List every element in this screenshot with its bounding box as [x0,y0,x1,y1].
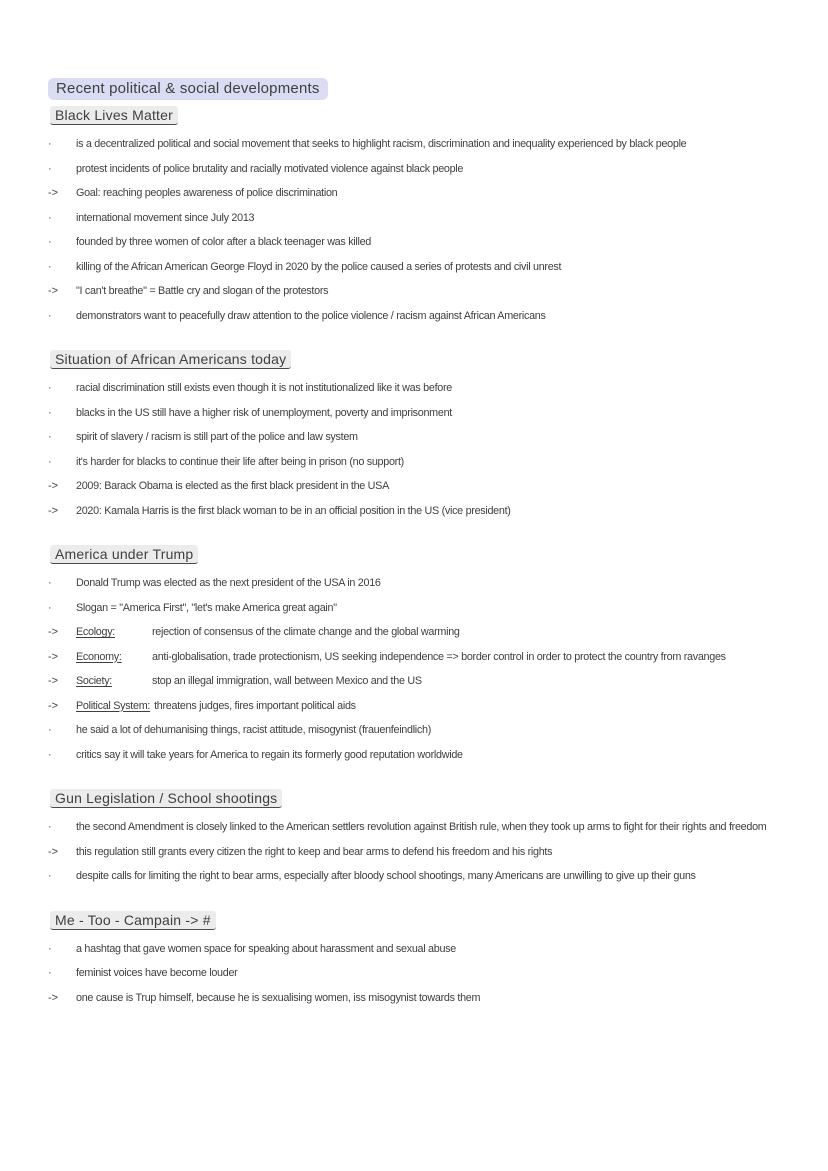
row-text: Slogan = "America First", "let's make America great again" [76,601,337,614]
row-text: "I can't breathe" = Battle cry and slogan of the protestors [76,285,329,297]
row-text: it's harder for blacks to continue their life after being in prison (no support) [76,455,404,468]
section-situation-african-americans [46,350,808,523]
note-row [46,230,808,255]
row-label: Political System: [76,699,151,712]
section-america-under-trump [46,545,808,767]
row-text: is a decentralized political and social movement that seeks to highlight racism, discrimination and inequality experienced by black people [76,138,687,150]
row-text: anti-globalisation, trade protectionism, US seeking independence => border control in order to protect the country from ravanges [152,650,726,663]
note-row [46,401,808,426]
row-text: despite calls for limiting the right to bear arms, especially after bloody school shootings, many Americans are unwilling to give up their guns [76,870,696,882]
bullet-marker: · [48,748,52,761]
bullet-marker: · [48,406,52,419]
row-label: Economy: [76,650,122,663]
note-row [46,279,808,304]
section-gun-legislation [46,789,808,889]
row-text: a hashtag that gave women space for speaking about harassment and sexual abuse [76,942,456,955]
row-text: feminist voices have become louder [76,967,238,979]
bullet-marker: · [48,577,52,589]
arrow-marker: -> [48,675,59,687]
bullet-marker: · [48,601,52,614]
note-row [46,499,808,524]
section-heading: America under Trump [50,545,198,564]
bullet-marker: · [48,211,52,224]
bullet-marker: · [48,382,52,394]
bullet-marker: · [48,162,52,175]
section-heading: Me - Too - Campain -> # [50,911,216,930]
bullet-marker: · [48,260,52,273]
section-rows [46,132,808,328]
bullet-marker: · [48,870,52,882]
section-rows [46,571,808,767]
arrow-marker: -> [48,187,59,199]
page-title: Recent political & social developments [48,78,328,100]
section-rows [46,937,808,1011]
section-black-lives-matter [46,106,808,328]
arrow-marker: -> [48,699,59,712]
row-text: stop an illegal immigration, wall between Mexico and the US [152,675,422,687]
row-text: killing of the African American George Floyd in 2020 by the police caused a series of protests and civil unrest [76,260,562,273]
note-row [46,743,808,768]
bullet-marker: · [48,455,52,468]
arrow-marker: -> [48,626,59,638]
row-text: Goal: reaching peoples awareness of police discrimination [76,187,338,199]
note-row [46,669,808,694]
row-text: 2009: Barack Obama is elected as the first black president in the USA [76,480,389,492]
row-text: 2020: Kamala Harris is the first black woman to be in an official position in the US (vice president) [76,504,511,517]
note-row [46,840,808,865]
row-text: spirit of slavery / racism is still part of the police and law system [76,431,358,443]
note-row [46,620,808,645]
note-row [46,474,808,499]
note-row [46,376,808,401]
row-text: he said a lot of dehumanising things, racist attitude, misogynist (frauenfeindlich) [76,724,431,736]
row-text: critics say it will take years for America to regain its formerly good reputation worldwide [76,748,463,761]
arrow-marker: -> [48,650,59,663]
section-heading: Black Lives Matter [50,106,178,125]
row-text: this regulation still grants every citizen the right to keep and bear arms to defend his freedom and his rights [76,845,553,858]
note-row [46,645,808,670]
note-row [46,596,808,621]
row-text: threatens judges, fires important political aids [154,699,356,712]
row-text: demonstrators want to peacefully draw attention to the police violence / racism against African Americans [76,309,546,322]
note-row [46,425,808,450]
row-text: Donald Trump was elected as the next president of the USA in 2016 [76,577,381,589]
note-row [46,304,808,329]
note-row [46,815,808,840]
note-row [46,132,808,157]
row-text: protest incidents of police brutality and racially motivated violence against black people [76,162,464,175]
row-label: Society: [76,675,113,687]
row-text: the second Amendment is closely linked to the American settlers revolution against British rule, when they took up arms to fight for their rights and freedom [76,821,767,833]
arrow-marker: -> [48,480,59,492]
bullet-marker: · [48,309,52,322]
arrow-marker: -> [48,285,59,297]
note-row [46,718,808,743]
section-heading: Situation of African Americans today [50,350,291,369]
bullet-marker: · [48,236,52,248]
note-row [46,450,808,475]
note-row [46,255,808,280]
note-row [46,181,808,206]
bullet-marker: · [48,821,52,833]
section-rows [46,376,808,523]
note-row [46,937,808,962]
row-text: international movement since July 2013 [76,211,255,224]
page-title-row [48,78,808,100]
note-row [46,206,808,231]
bullet-marker: · [48,138,52,150]
bullet-marker: · [48,431,52,443]
row-text: rejection of consensus of the climate change and the global warming [152,626,460,638]
section-me-too-campaign [46,911,808,1011]
bullet-marker: · [48,724,52,736]
note-row [46,571,808,596]
row-text: racial discrimination still exists even though it is not institutionalized like it was before [76,382,452,394]
row-text: founded by three women of color after a black teenager was killed [76,236,371,248]
row-text: one cause is Trup himself, because he is sexualising women, iss misogynist towards them [76,991,481,1004]
arrow-marker: -> [48,504,59,517]
row-text: blacks in the US still have a higher risk of unemployment, poverty and imprisonment [76,406,452,419]
row-label: Ecology: [76,626,116,638]
note-row [46,157,808,182]
arrow-marker: -> [48,845,59,858]
note-row [46,694,808,719]
bullet-marker: · [48,967,52,979]
section-rows [46,815,808,889]
note-row [46,961,808,986]
note-row [46,986,808,1011]
note-row [46,864,808,889]
arrow-marker: -> [48,991,59,1004]
bullet-marker: · [48,942,52,955]
section-heading: Gun Legislation / School shootings [50,789,282,808]
